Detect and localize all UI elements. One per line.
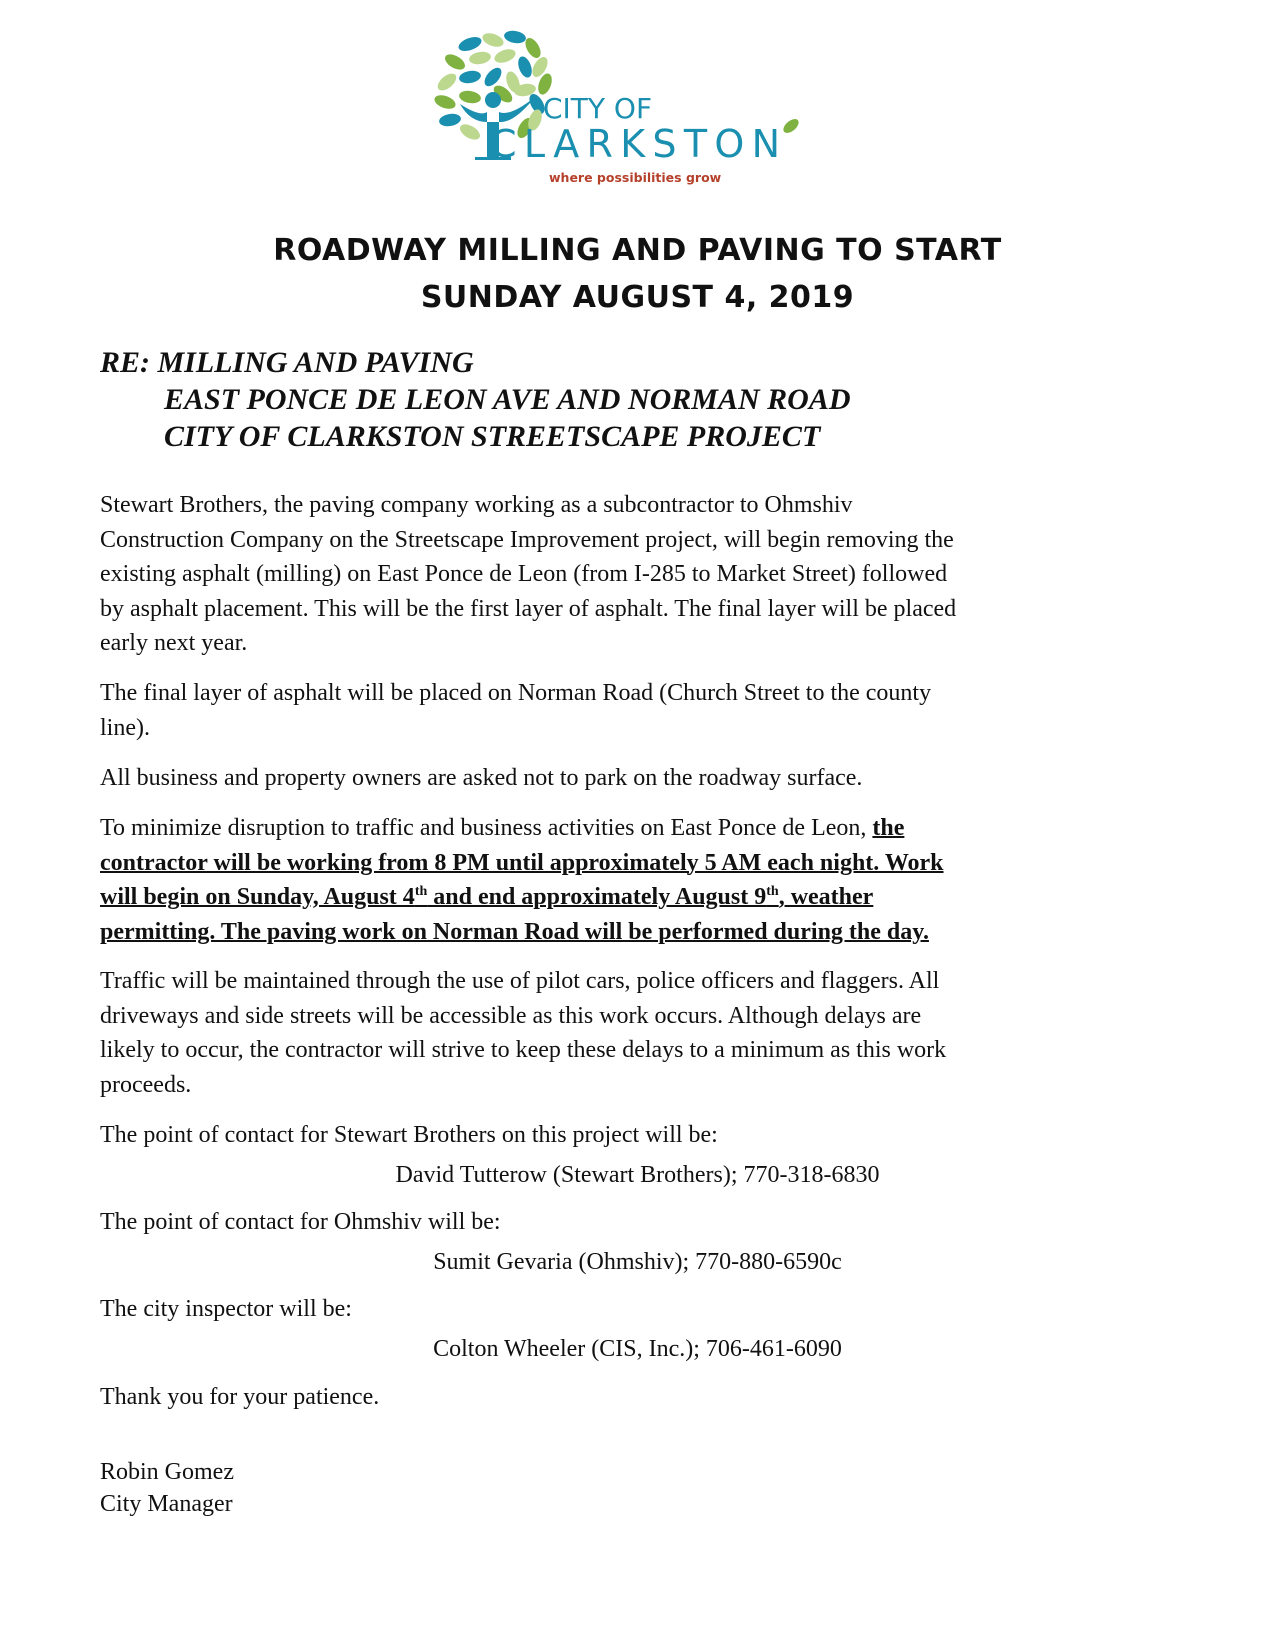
re-line2: EAST PONCE DE LEON AVE AND NORMAN ROAD bbox=[164, 383, 851, 416]
text-line: early next year. bbox=[100, 630, 248, 657]
headline-line2: SUNDAY AUGUST 4, 2019 bbox=[420, 280, 855, 315]
closing: Thank you for your patience. bbox=[100, 1384, 380, 1410]
text-line: driveways and side streets will be accessible as this work occurs. Although delays are bbox=[100, 1002, 922, 1029]
text-line: proceeds. bbox=[100, 1071, 192, 1098]
logo-line1: CITY OF bbox=[543, 92, 653, 125]
text-line: existing asphalt (milling) on East Ponce de Leon (from I-285 to Market Street) followed bbox=[100, 561, 948, 588]
inspector-contact: Colton Wheeler (CIS, Inc.); 706-461-6090 bbox=[433, 1336, 842, 1362]
text-line: line). bbox=[100, 714, 150, 741]
ordinal-suffix: th bbox=[766, 884, 779, 900]
signer-name: Robin Gomez bbox=[100, 1459, 234, 1485]
city-logo bbox=[425, 22, 825, 197]
text-segment: To minimize disruption to traffic and business activities on East Ponce de Leon, bbox=[100, 815, 873, 841]
stewart-contact: David Tutterow (Stewart Brothers); 770-318-6830 bbox=[395, 1162, 880, 1188]
logo-tagline: where possibilities grow bbox=[549, 170, 722, 185]
ohmshiv-contact-intro: The point of contact for Ohmshiv will be: bbox=[100, 1209, 501, 1235]
text-line: All business and property owners are asked not to park on the roadway surface. bbox=[100, 765, 863, 791]
inspector-intro: The city inspector will be: bbox=[100, 1296, 352, 1322]
text-line: Construction Company on the Streetscape Improvement project, will begin removing the bbox=[100, 526, 954, 553]
paragraph-1 bbox=[100, 488, 956, 661]
paragraph-4 bbox=[100, 811, 944, 949]
re-line3: CITY OF CLARKSTON STREETSCAPE PROJECT bbox=[164, 420, 821, 453]
text-line: by asphalt placement. This will be the first layer of asphalt. The final layer will be placed bbox=[100, 595, 957, 622]
logo-line2: CLARKSTON bbox=[490, 122, 780, 166]
emphasis-text: and end approximately August 9 bbox=[427, 884, 767, 911]
emphasis-text: contractor will be working from 8 PM until approximately 5 AM each night. Work bbox=[100, 849, 944, 876]
signature bbox=[100, 1456, 234, 1520]
text-line: Stewart Brothers, the paving company working as a subcontractor to Ohmshiv bbox=[100, 492, 853, 518]
text-line: The final layer of asphalt will be placed on Norman Road (Church Street to the county bbox=[100, 680, 932, 706]
paragraph-5 bbox=[100, 964, 946, 1102]
ohmshiv-contact: Sumit Gevaria (Ohmshiv); 770-880-6590c bbox=[433, 1249, 842, 1275]
stewart-contact-intro: The point of contact for Stewart Brothers on this project will be: bbox=[100, 1122, 718, 1148]
emphasis-text: the bbox=[872, 815, 905, 841]
tree-logo-icon bbox=[425, 22, 825, 197]
text-line: likely to occur, the contractor will strive to keep these delays to a minimum as this work bbox=[100, 1037, 947, 1064]
re-line1: RE: MILLING AND PAVING bbox=[100, 346, 474, 379]
re-block bbox=[100, 344, 851, 455]
paragraph-2 bbox=[100, 676, 931, 745]
ordinal-suffix: th bbox=[414, 884, 428, 900]
emphasis-text: , weather bbox=[778, 884, 874, 911]
text-line: Traffic will be maintained through the use of pilot cars, police officers and flaggers. All bbox=[100, 968, 940, 994]
emphasis-text: permitting. The paving work on Norman Road will be performed during the day. bbox=[100, 918, 929, 945]
paragraph-3 bbox=[100, 761, 862, 796]
emphasis-text: will begin on Sunday, August 4 bbox=[100, 884, 415, 911]
signer-title: City Manager bbox=[100, 1491, 233, 1517]
headline-line1: ROADWAY MILLING AND PAVING TO START bbox=[273, 233, 1002, 268]
